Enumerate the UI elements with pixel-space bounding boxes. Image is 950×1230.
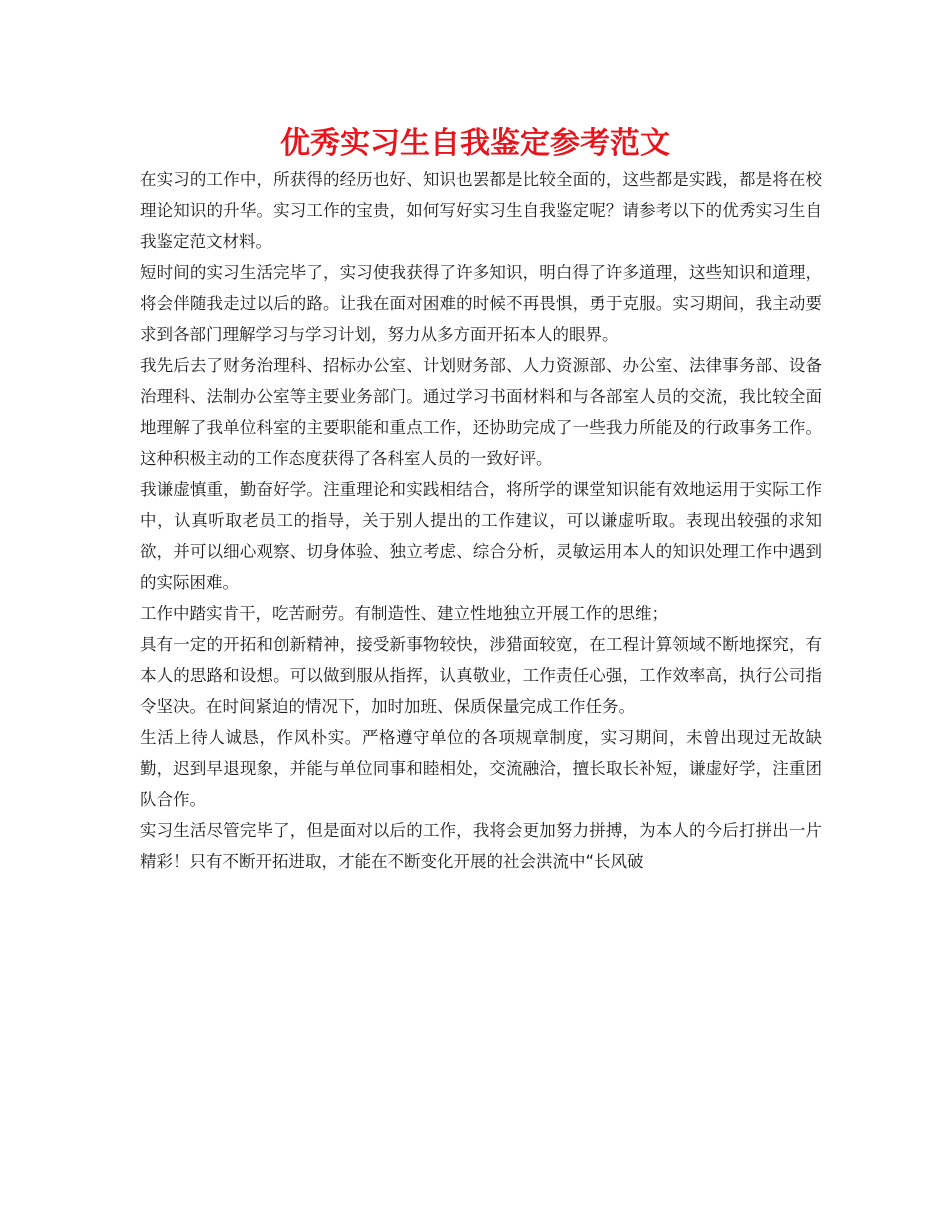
paragraph-internship-summary: 短时间的实习生活完毕了，实习使我获得了许多知识，明白得了许多道理，这些知识和道理，将会伴随我走过以后的路。让我在面对困难的时候不再畏惧，勇于克服。实习期间，我主动要求到各部门理解学习与学习计划，努力从多方面开拓本人的眼界。 (140, 263, 822, 344)
paragraph-personal-life: 生活上待人诚恳，作风朴实。严格遵守单位的各项规章制度，实习期间，未曾出现过无故缺勤，迟到早退现象，并能与单位同事和睦相处，交流融洽，擅长取长补短，谦虚好学，注重团队合作。 (140, 728, 822, 809)
paragraph-innovation: 具有一定的开拓和创新精神，接受新事物较快，涉猎面较宽，在工程计算领域不断地探究，有本人的思路和设想。可以做到服从指挥，认真敬业，工作责任心强，工作效率高，执行公司指令坚决。在时间紧迫的情况下，加时加班、保质保量完成工作任务。 (140, 635, 822, 716)
paragraph-work-ethic: 工作中踏实肯干，吃苦耐劳。有制造性、建立性地独立开展工作的思维； (140, 604, 668, 623)
paragraph-conclusion: 实习生活尽管完毕了，但是面对以后的工作，我将会更加努力拼搏，为本人的今后打拼出一片精彩！只有不断开拓进取，才能在不断变化开展的社会洪流中“长风破 (140, 821, 822, 871)
paragraph-learning-attitude: 我谦虚慎重，勤奋好学。注重理论和实践相结合，将所学的课堂知识能有效地运用于实际工作中，认真听取老员工的指导，关于别人提出的工作建议，可以谦虚听取。表现出较强的求知欲，并可以细心观察、切身体验、独立考虑、综合分析，灵敏运用本人的知识处理工作中遇到的实际困难。 (140, 480, 822, 592)
paragraph-departments: 我先后去了财务治理科、招标办公室、计划财务部、人力资源部、办公室、法律事务部、设备治理科、法制办公室等主要业务部门。通过学习书面材料和与各部室人员的交流，我比较全面地理解了我单位科室的主要职能和重点工作，还协助完成了一些我力所能及的行政事务工作。这种积极主动的工作态度获得了各科室人员的一致好评。 (140, 356, 822, 468)
document-body (140, 164, 822, 877)
document-title: 优秀实习生自我鉴定参考范文 (280, 126, 670, 161)
paragraph-intro: 在实习的工作中，所获得的经历也好、知识也罢都是比较全面的，这些都是实践，都是将在校理论知识的升华。实习工作的宝贵，如何写好实习生自我鉴定呢？请参考以下的优秀实习生自我鉴定范文材料。 (140, 170, 822, 251)
